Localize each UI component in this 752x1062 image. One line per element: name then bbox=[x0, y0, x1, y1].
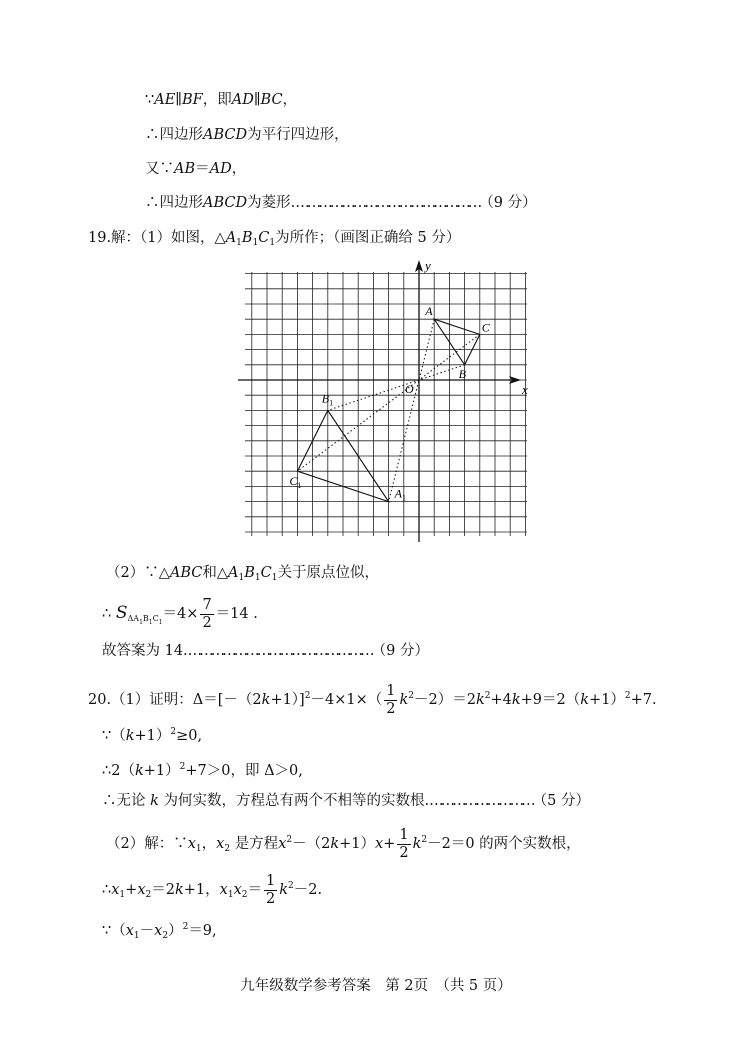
question-19-part-1: 19.解：（1）如图，$\triangle A_1B_1C_1$为所作；（画图正确给 5 分） bbox=[88, 230, 461, 248]
proof-line-3: 又∵AB＝AD， bbox=[145, 161, 247, 177]
question-19-part-2: （2）∵△ABC和$\triangle A_1B_1C_1$关于原点位似， bbox=[106, 565, 379, 583]
proof-line-25: $\therefore x_1+x_2=2k+1$，$x_1x_2=$ $\frac{1}{2}$ $k^2-2$. bbox=[102, 872, 323, 907]
point-label-b1: $B_1$ bbox=[321, 391, 334, 408]
grid-lines bbox=[245, 272, 527, 536]
fraction-one-half: $\frac{1}{2}$ bbox=[386, 682, 396, 717]
question-20-part-2: （2）解：$\because x_1$，$x_2$ 是方程$x^2-(2k+1)x+$ $\frac{1}{2}$ $k^2-2=0$ 的两个实数根， bbox=[106, 826, 581, 861]
proof-line-22: $\therefore 2(k+1)^2+7>0$，即 Δ＞0, bbox=[102, 762, 303, 779]
point-label-a1: $A_1$ bbox=[394, 486, 406, 503]
proof-line-21: $\because(k+1)^2\ge 0$, bbox=[102, 727, 203, 744]
point-label-c1: $C_1$ bbox=[289, 474, 302, 491]
fraction-seven-halves: $\frac{7}{2}$ bbox=[202, 596, 212, 631]
triangle-abc bbox=[434, 319, 480, 365]
x-axis-label: x bbox=[522, 382, 528, 397]
proof-line-23: ∴无论 k 为何实数，方程总有两个不相等的实数根.………………………（5 分） bbox=[102, 793, 590, 809]
question-20-part-1: 20.（1）证明：$\Delta=[-(2k+1)]^2-4\times 1\times$（ $\frac{1}{2}$ $k^2-2)=2k^2+4k+9=2(k+1)^2+7$. bbox=[88, 682, 657, 717]
y-axis-label: y bbox=[425, 258, 431, 273]
proof-line-2: ∴四边形ABCD为平行四边形， bbox=[145, 127, 349, 143]
proof-line-1: ∵AE∥BF，即AD∥BC， bbox=[145, 92, 298, 108]
coordinate-grid-figure bbox=[238, 258, 538, 548]
area-formula: ∴ $S_{\Delta A_1B_1C_1}=4\times$ $\frac{7}{2}$ ＝14 . bbox=[102, 596, 258, 631]
point-label-c: C bbox=[481, 320, 490, 335]
point-label-b: B bbox=[458, 366, 466, 381]
page-footer: 九年级数学参考答案 第 2页 （共 5 页） bbox=[240, 978, 512, 994]
axes bbox=[238, 260, 521, 542]
origin-label: O bbox=[405, 382, 414, 396]
proof-line-26: $\because(x_1-x_2)^2=9$, bbox=[102, 922, 217, 941]
dotted-line-b bbox=[328, 365, 465, 411]
answer-line-19: 故答案为 14.…………………………………………（9 分） bbox=[102, 643, 430, 659]
proof-line-4: ∴四边形ABCD为菱形.…………………………………………（9 分） bbox=[145, 195, 537, 211]
point-label-a: A bbox=[425, 304, 433, 319]
